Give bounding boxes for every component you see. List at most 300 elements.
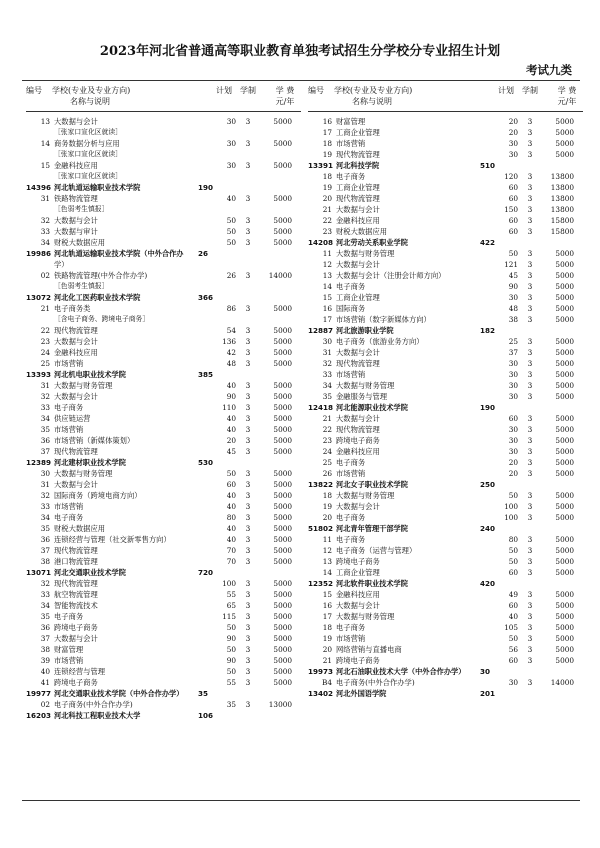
cell-name: 大数据与财务管理	[336, 612, 395, 621]
cell-code: 37	[40, 546, 50, 555]
cell-plan: 40	[226, 535, 236, 544]
major-row	[308, 391, 583, 402]
major-row	[308, 655, 583, 666]
cell-plan: 30	[508, 447, 518, 456]
major-row	[26, 534, 301, 545]
major-row	[308, 358, 583, 369]
major-row	[308, 314, 583, 325]
cell-code: 14	[322, 568, 332, 577]
cell-code: 32	[40, 392, 50, 401]
cell-plan: 60	[508, 183, 518, 192]
cell-code: 32	[40, 216, 50, 225]
cell-fee: 5000	[273, 579, 292, 588]
cell-name: 现代物流管理	[54, 326, 98, 335]
cell-years: 3	[245, 381, 251, 390]
cell-plan: 50	[508, 546, 518, 555]
cell-fee: 5000	[555, 469, 574, 478]
cell-fee: 5000	[555, 623, 574, 632]
cell-fee: 5000	[555, 249, 574, 258]
cell-plan: 49	[508, 590, 518, 599]
cell-code: 14208	[308, 238, 334, 247]
cell-code: 31	[40, 194, 50, 203]
cell-years: 3	[245, 535, 251, 544]
cell-plan: 40	[226, 502, 236, 511]
cell-code: 17	[322, 612, 332, 621]
cell-years: 3	[245, 403, 251, 412]
cell-name: 电子商务	[54, 403, 84, 412]
cell-plan: 80	[508, 535, 518, 544]
cell-years: 3	[245, 161, 251, 170]
cell-code: 13	[40, 117, 50, 126]
cell-name: 河北能源职业技术学院	[336, 403, 408, 412]
school-row	[308, 688, 583, 699]
cell-plan: 50	[508, 491, 518, 500]
major-row	[26, 435, 301, 446]
cell-years: 3	[527, 645, 533, 654]
cell-years: 3	[527, 150, 533, 159]
cell-years: 3	[527, 502, 533, 511]
left-row-list	[26, 116, 301, 721]
cell-code: 15	[322, 293, 332, 302]
cell-plan: 30	[508, 359, 518, 368]
cell-name: 工商企业管理	[336, 293, 380, 302]
major-row	[308, 204, 583, 215]
cell-fee: 5000	[555, 447, 574, 456]
cell-name: 大数据与会计	[336, 414, 380, 423]
major-row	[308, 226, 583, 237]
cell-fee: 5000	[555, 282, 574, 291]
major-row	[308, 457, 583, 468]
cell-years: 3	[527, 491, 533, 500]
cell-fee: 5000	[555, 150, 574, 159]
cell-plan: 40	[226, 524, 236, 533]
major-row	[26, 545, 301, 556]
cell-code: 37	[40, 447, 50, 456]
cell-code: 16203	[26, 711, 52, 720]
cell-plan: 30	[508, 392, 518, 401]
cell-code: 26	[322, 469, 332, 478]
cell-code: 41	[40, 678, 50, 687]
cell-plan: 60	[508, 194, 518, 203]
cell-name: 电子商务	[336, 458, 366, 467]
cell-code: 39	[40, 656, 50, 665]
cell-code: 19973	[308, 667, 334, 676]
cell-code: 13393	[26, 370, 52, 379]
cell-name: 市场营销	[54, 425, 84, 434]
cell-name: 工商企业管理	[336, 128, 380, 137]
cell-fee: 5000	[555, 425, 574, 434]
cell-name: 工商企业管理	[336, 568, 380, 577]
cell-years: 3	[245, 326, 251, 335]
major-row	[26, 501, 301, 512]
cell-code: 25	[40, 359, 50, 368]
cell-years: 3	[245, 392, 251, 401]
major-row	[26, 193, 301, 204]
cell-name: 市场营销	[336, 469, 366, 478]
cell-plan: 121	[504, 260, 518, 269]
cell-plan: 100	[504, 513, 518, 522]
cell-name: 大数据与财务管理	[336, 491, 395, 500]
cell-fee: 5000	[555, 535, 574, 544]
cell-plan: 20	[508, 469, 518, 478]
cell-plan: 45	[226, 447, 236, 456]
cell-name: 现代物流管理	[336, 150, 380, 159]
cell-name: 电子商务（旅游业务方向）	[336, 337, 424, 346]
cell-years: 3	[527, 194, 533, 203]
cell-fee: 5000	[273, 304, 292, 313]
cell-name: 河北劳动关系职业学院	[336, 238, 408, 247]
cell-code: 20	[322, 513, 332, 522]
cell-fee: 5000	[273, 645, 292, 654]
cell-fee: 5000	[273, 326, 292, 335]
cell-name: 现代物流管理	[336, 359, 380, 368]
cell-name: 商务数据分析与应用	[54, 139, 120, 148]
cell-years: 3	[527, 414, 533, 423]
major-row	[308, 259, 583, 270]
cell-name: 电子商务	[54, 612, 84, 621]
cell-code: 12352	[308, 579, 334, 588]
cell-years: 3	[527, 568, 533, 577]
major-row	[26, 347, 301, 358]
cell-name: 大数据与会计	[54, 480, 98, 489]
cell-code: 36	[40, 436, 50, 445]
cell-name: 河北化工医药职业技术学院	[54, 293, 141, 302]
cell-years: 3	[527, 117, 533, 126]
cell-plan: 26	[226, 271, 236, 280]
cell-name: 连锁经营与管理（社交新零售方向）	[54, 535, 171, 544]
cell-fee: 5000	[555, 348, 574, 357]
cell-name: 现代物流管理	[336, 194, 380, 203]
major-row	[26, 446, 301, 457]
cell-fee: 5000	[273, 656, 292, 665]
major-row	[308, 468, 583, 479]
cell-name: 河北科技工程职业技术大学	[54, 711, 141, 720]
school-row	[26, 688, 301, 699]
cell-plan: 50	[226, 623, 236, 632]
cell-name: 供应链运营	[54, 414, 91, 423]
cell-code: 34	[322, 381, 332, 390]
cell-fee: 5000	[555, 491, 574, 500]
cell-fee: 5000	[555, 392, 574, 401]
cell-plan: 26	[198, 249, 209, 258]
cell-plan: 54	[226, 326, 236, 335]
cell-code: 23	[322, 436, 332, 445]
school-row	[26, 567, 301, 578]
cell-name: 大数据与财务管理	[336, 381, 395, 390]
major-row	[26, 215, 301, 226]
cell-fee: 5000	[273, 557, 292, 566]
note-row	[26, 171, 301, 182]
cell-name: 大数据与会计	[54, 337, 98, 346]
cell-years: 3	[245, 667, 251, 676]
cell-plan: 530	[198, 458, 214, 467]
header-number: 编号	[26, 86, 42, 95]
major-row	[308, 512, 583, 523]
table-header	[26, 83, 301, 111]
cell-years: 3	[527, 260, 533, 269]
major-row	[26, 644, 301, 655]
major-row	[308, 171, 583, 182]
cell-plan: 60	[508, 216, 518, 225]
cell-fee: 5000	[555, 568, 574, 577]
major-row	[308, 292, 583, 303]
cell-name: 现代物流管理	[54, 546, 98, 555]
cell-name: 财税大数据应用	[54, 238, 106, 247]
cell-name: ［张家口宣化区就读］	[54, 128, 122, 136]
cell-code: 38	[40, 645, 50, 654]
cell-name: 市场营销	[54, 656, 84, 665]
cell-code: 34	[40, 513, 50, 522]
cell-fee: 13800	[550, 172, 574, 181]
cell-code: 13391	[308, 161, 334, 170]
cell-years: 3	[245, 678, 251, 687]
cell-fee: 5000	[273, 139, 292, 148]
cell-fee: 5000	[555, 304, 574, 313]
cell-plan: 50	[508, 557, 518, 566]
cell-code: 30	[322, 337, 332, 346]
cell-code: 20	[322, 645, 332, 654]
cell-fee: 5000	[273, 480, 292, 489]
cell-code: B4	[321, 678, 332, 687]
cell-code: 51802	[308, 524, 334, 533]
cell-years: 3	[527, 183, 533, 192]
cell-plan: 50	[226, 216, 236, 225]
cell-fee: 5000	[273, 535, 292, 544]
cell-name: 财富管理	[54, 645, 84, 654]
cell-plan: 50	[226, 667, 236, 676]
cell-code: 13	[322, 557, 332, 566]
cell-fee: 5000	[555, 370, 574, 379]
cell-code: 11	[322, 249, 332, 258]
cell-code: 36	[40, 623, 50, 632]
cell-fee: 5000	[273, 227, 292, 236]
cell-plan: 30	[508, 139, 518, 148]
cell-plan: 60	[226, 480, 236, 489]
cell-code: 15	[322, 590, 332, 599]
cell-name: 跨境电子商务	[336, 436, 380, 445]
cell-fee: 5000	[555, 337, 574, 346]
header-years: 学制	[240, 86, 256, 95]
cell-code: 30	[40, 469, 50, 478]
cell-name: 河北机电职业技术学院	[54, 370, 126, 379]
cell-code: 19	[322, 150, 332, 159]
cell-name: 河北轨道运输职业技术学院	[54, 183, 141, 192]
cell-code: 23	[322, 227, 332, 236]
cell-years: 3	[245, 656, 251, 665]
cell-plan: 100	[504, 502, 518, 511]
cell-fee: 5000	[555, 414, 574, 423]
school-row	[26, 369, 301, 380]
major-row	[308, 336, 583, 347]
cell-code: 38	[40, 557, 50, 566]
cell-name: 河北青年管理干部学院	[336, 524, 408, 533]
cell-name: 电子商务(中外合作办学)	[54, 700, 133, 709]
cell-plan: 40	[226, 491, 236, 500]
school-row	[308, 666, 583, 677]
cell-fee: 5000	[273, 667, 292, 676]
cell-years: 3	[245, 557, 251, 566]
cell-code: 12	[322, 260, 332, 269]
cell-years: 3	[527, 392, 533, 401]
cell-years: 3	[245, 238, 251, 247]
cell-fee: 13800	[550, 183, 574, 192]
major-row	[26, 512, 301, 523]
bottom-rule	[22, 800, 580, 801]
cell-code: 22	[322, 425, 332, 434]
cell-plan: 25	[508, 337, 518, 346]
cell-years: 3	[245, 216, 251, 225]
cell-name: 财富管理	[336, 117, 366, 126]
school-row	[26, 248, 301, 259]
major-row	[26, 556, 301, 567]
cell-code: 34	[40, 601, 50, 610]
cell-plan: 30	[508, 293, 518, 302]
cell-years: 3	[527, 293, 533, 302]
cell-plan: 37	[508, 348, 518, 357]
cell-name: 现代物流管理	[54, 447, 98, 456]
cell-plan: 136	[222, 337, 236, 346]
cell-fee: 5000	[273, 634, 292, 643]
major-row	[308, 633, 583, 644]
cell-code: 36	[40, 535, 50, 544]
school-row	[308, 479, 583, 490]
cell-fee: 5000	[555, 458, 574, 467]
cell-fee: 5000	[273, 392, 292, 401]
cell-fee: 5000	[273, 161, 292, 170]
note-row	[26, 149, 301, 160]
major-row	[308, 127, 583, 138]
cell-code: 33	[40, 502, 50, 511]
cell-plan: 40	[226, 425, 236, 434]
cell-name: 航空物流管理	[54, 590, 98, 599]
major-row	[26, 237, 301, 248]
exam-category: 考试九类	[526, 63, 572, 77]
school-row	[26, 710, 301, 721]
major-row	[26, 402, 301, 413]
cell-years: 3	[527, 282, 533, 291]
cell-name: 大数据与会计	[54, 392, 98, 401]
cell-fee: 5000	[555, 513, 574, 522]
cell-years: 3	[245, 194, 251, 203]
cell-name: 国际商务（跨境电商方向）	[54, 491, 142, 500]
right-row-list	[308, 116, 583, 699]
cell-years: 3	[527, 216, 533, 225]
top-rule	[22, 80, 580, 81]
cell-code: 20	[322, 194, 332, 203]
cell-name: 大数据与会计	[336, 348, 380, 357]
cell-plan: 120	[504, 172, 518, 181]
cell-name: 市场营销	[54, 502, 84, 511]
cell-years: 3	[527, 623, 533, 632]
cell-code: 22	[40, 326, 50, 335]
cell-name: 铁路物流管理	[54, 194, 98, 203]
school-row	[308, 523, 583, 534]
cell-code: 19	[322, 502, 332, 511]
cell-name: 现代物流管理	[336, 425, 380, 434]
major-row	[26, 677, 301, 688]
major-row	[26, 611, 301, 622]
cell-plan: 100	[222, 579, 236, 588]
cell-years: 3	[245, 513, 251, 522]
cell-years: 3	[245, 623, 251, 632]
cell-fee: 13000	[268, 700, 292, 709]
cell-code: 13071	[26, 568, 52, 577]
cell-name: 学）	[54, 260, 69, 269]
cell-name: 大数据与会计	[54, 634, 98, 643]
major-row	[308, 270, 583, 281]
school-row	[308, 160, 583, 171]
cell-plan: 420	[480, 579, 496, 588]
major-row	[26, 490, 301, 501]
cell-plan: 30	[508, 678, 518, 687]
cell-code: 13822	[308, 480, 334, 489]
cell-fee: 5000	[273, 491, 292, 500]
cell-code: 11	[322, 535, 332, 544]
cell-code: 21	[322, 656, 332, 665]
cell-code: 18	[322, 172, 332, 181]
major-row	[308, 248, 583, 259]
cell-name: 河北外国语学院	[336, 689, 387, 698]
note-row	[26, 204, 301, 215]
cell-fee: 5000	[273, 117, 292, 126]
cell-years: 3	[245, 502, 251, 511]
cell-years: 3	[527, 458, 533, 467]
cell-fee: 5000	[273, 348, 292, 357]
cell-years: 3	[527, 315, 533, 324]
cell-fee: 15800	[550, 216, 574, 225]
cell-plan: 40	[226, 194, 236, 203]
cell-years: 3	[527, 304, 533, 313]
cell-code: 35	[40, 524, 50, 533]
cell-years: 3	[245, 436, 251, 445]
cell-plan: 50	[226, 238, 236, 247]
cell-name: 工商企业管理	[336, 183, 380, 192]
cell-plan: 50	[226, 645, 236, 654]
cell-plan: 38	[508, 315, 518, 324]
cell-plan: 50	[226, 227, 236, 236]
header-years: 学制	[522, 86, 538, 95]
cell-years: 3	[527, 436, 533, 445]
cell-years: 3	[527, 678, 533, 687]
cell-code: 32	[322, 359, 332, 368]
cell-code: 31	[40, 381, 50, 390]
major-row	[308, 116, 583, 127]
cell-name: 财税大数据应用	[336, 227, 388, 236]
cell-plan: 150	[504, 205, 518, 214]
cell-code: 33	[40, 403, 50, 412]
cell-name: 金融科技应用	[336, 590, 380, 599]
cell-code: 33	[40, 590, 50, 599]
header-name: 学校(专业及专业方向) 名称与说明	[334, 86, 413, 106]
cell-plan: 55	[226, 590, 236, 599]
cell-code: 19	[322, 183, 332, 192]
cell-plan: 70	[226, 546, 236, 555]
cell-name: 连锁经营与管理	[54, 667, 106, 676]
cell-name: 国际商务	[336, 304, 366, 313]
cell-code: 14396	[26, 183, 52, 192]
cell-years: 3	[245, 590, 251, 599]
cell-plan: 30	[480, 667, 491, 676]
cell-plan: 720	[198, 568, 214, 577]
cell-years: 3	[245, 337, 251, 346]
cell-name: 智能物流技术	[54, 601, 98, 610]
major-row	[26, 391, 301, 402]
cell-plan: 385	[198, 370, 214, 379]
cell-years: 3	[245, 524, 251, 533]
cell-plan: 35	[226, 700, 236, 709]
cell-plan: 250	[480, 480, 496, 489]
cell-plan: 422	[480, 238, 496, 247]
